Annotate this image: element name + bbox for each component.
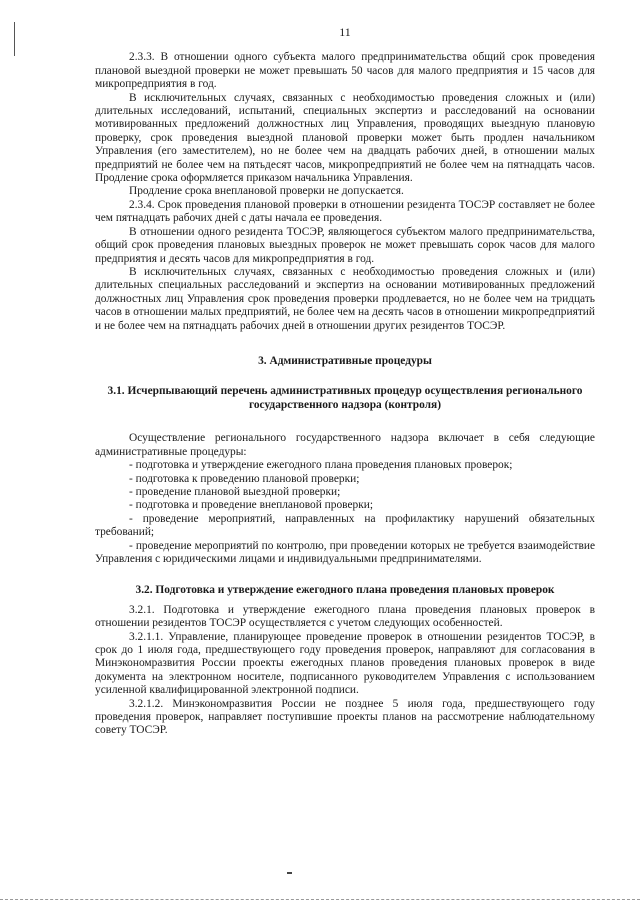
scan-bottom-edge bbox=[0, 899, 640, 900]
procedure-item: - проведение мероприятий, направленных на профилактику нарушений обязательных требований; bbox=[95, 512, 595, 539]
section-3-2-heading: 3.2. Подготовка и утверждение ежегодного плана проведения плановых проверок bbox=[135, 584, 555, 597]
document-page bbox=[95, 26, 595, 738]
procedure-item: - проведение мероприятий по контролю, при проведении которых не требуется взаимодействие Управления с юридическими лицами и индивидуальными предпринимателями. bbox=[95, 539, 595, 565]
paragraph-3-2-1-2: 3.2.1.2. Минэкономразвития России не позднее 5 июля года, предшествующего году проведения проверок, направляет поступившие проекты планов на рассмотрение наблюдательному совету ТОСЭР. bbox=[95, 697, 595, 737]
procedure-item: - проведение плановой выездной проверки; bbox=[129, 485, 341, 498]
paragraph-3-2-1: 3.2.1. Подготовка и утверждение ежегодного плана проведения плановых проверок в отношении резидентов ТОСЭР осуществляется с учетом следующих особенностей. bbox=[95, 603, 595, 630]
paragraph-2-3-4: 2.3.4. Срок проведения плановой проверки в отношении резидента ТОСЭР составляет не более чем пятнадцать рабочих дней с даты начала ее проведения. bbox=[95, 198, 595, 225]
page-number: 11 bbox=[339, 25, 351, 39]
paragraph-no-extension: Продление срока внеплановой проверки не допускается. bbox=[129, 185, 404, 198]
scan-edge-mark bbox=[14, 22, 15, 56]
paragraph-3-2-1-1: 3.2.1.1. Управление, планирующее проведение проверок в отношении резидентов ТОСЭР, в срок до 1 июля года, предшествующего году проведения проверок, направляют для согласования в Минэкономразвития России проекты ежегодных планов проведения плановых проверок в виде документа на электронном носителе, подписанного руководителем Управления с использованием усиленной квалифицированной электронной подписи. bbox=[95, 630, 595, 697]
procedure-item: - подготовка и проведение внеплановой проверки; bbox=[129, 499, 374, 512]
paragraph-exceptional-cases: В исключительных случаях, связанных с необходимостью проведения сложных и (или) длительных исследований, испытаний, специальных экспертиз и расследований на основании мотивированных предложений должностных лиц Управления, проводящих выездную плановую проверку, срок проведения выездной плановой проверки может быть продлен начальником Управления (его заместителем), но не более чем на двадцать рабочих дней, в отношении малых предприятий не более чем на пятьдесят часов, микропредприятий не более чем на пятнадцать часов. Продление срока оформляется приказом начальника Управления. bbox=[95, 91, 595, 185]
section-3-heading: 3. Административные процедуры bbox=[258, 354, 432, 367]
section-3-1-heading: 3.1. Исчерпывающий перечень административных процедур осуществления регионального государственного надзора (контроля) bbox=[107, 385, 583, 412]
section-3-1-intro: Осуществление регионального государственного надзора включает в себя следующие административные процедуры: bbox=[95, 432, 595, 458]
paragraph-2-3-3: 2.3.3. В отношении одного субъекта малого предпринимательства общий срок проведения плановой выездной проверки не может превышать 50 часов для малого предприятия и 15 часов для микропредприятия в год. bbox=[95, 51, 595, 91]
procedure-item: - подготовка и утверждение ежегодного плана проведения плановых проверок; bbox=[129, 459, 513, 472]
paragraph-toser-resident: В отношении одного резидента ТОСЭР, являющегося субъектом малого предпринимательства, общий срок проведения плановых выездных проверок не может превышать сорок часов для малого предприятия и десять часов для микропредприятия в год. bbox=[95, 225, 595, 265]
scan-speck bbox=[287, 872, 292, 874]
paragraph-toser-exceptional: В исключительных случаях, связанных с необходимостью проведения сложных и (или) длительных специальных расследований и экспертиз на основании мотивированных предложений должностных лиц Управления срок проведения проверки продлевается, но не более чем на тридцать часов в отношении малых предприятий, не более чем на десять часов в отношении микропредприятий и не более чем на пятнадцать рабочих дней в отношении других резидентов ТОСЭР. bbox=[95, 265, 595, 332]
procedure-item: - подготовка к проведению плановой проверки; bbox=[129, 472, 360, 485]
